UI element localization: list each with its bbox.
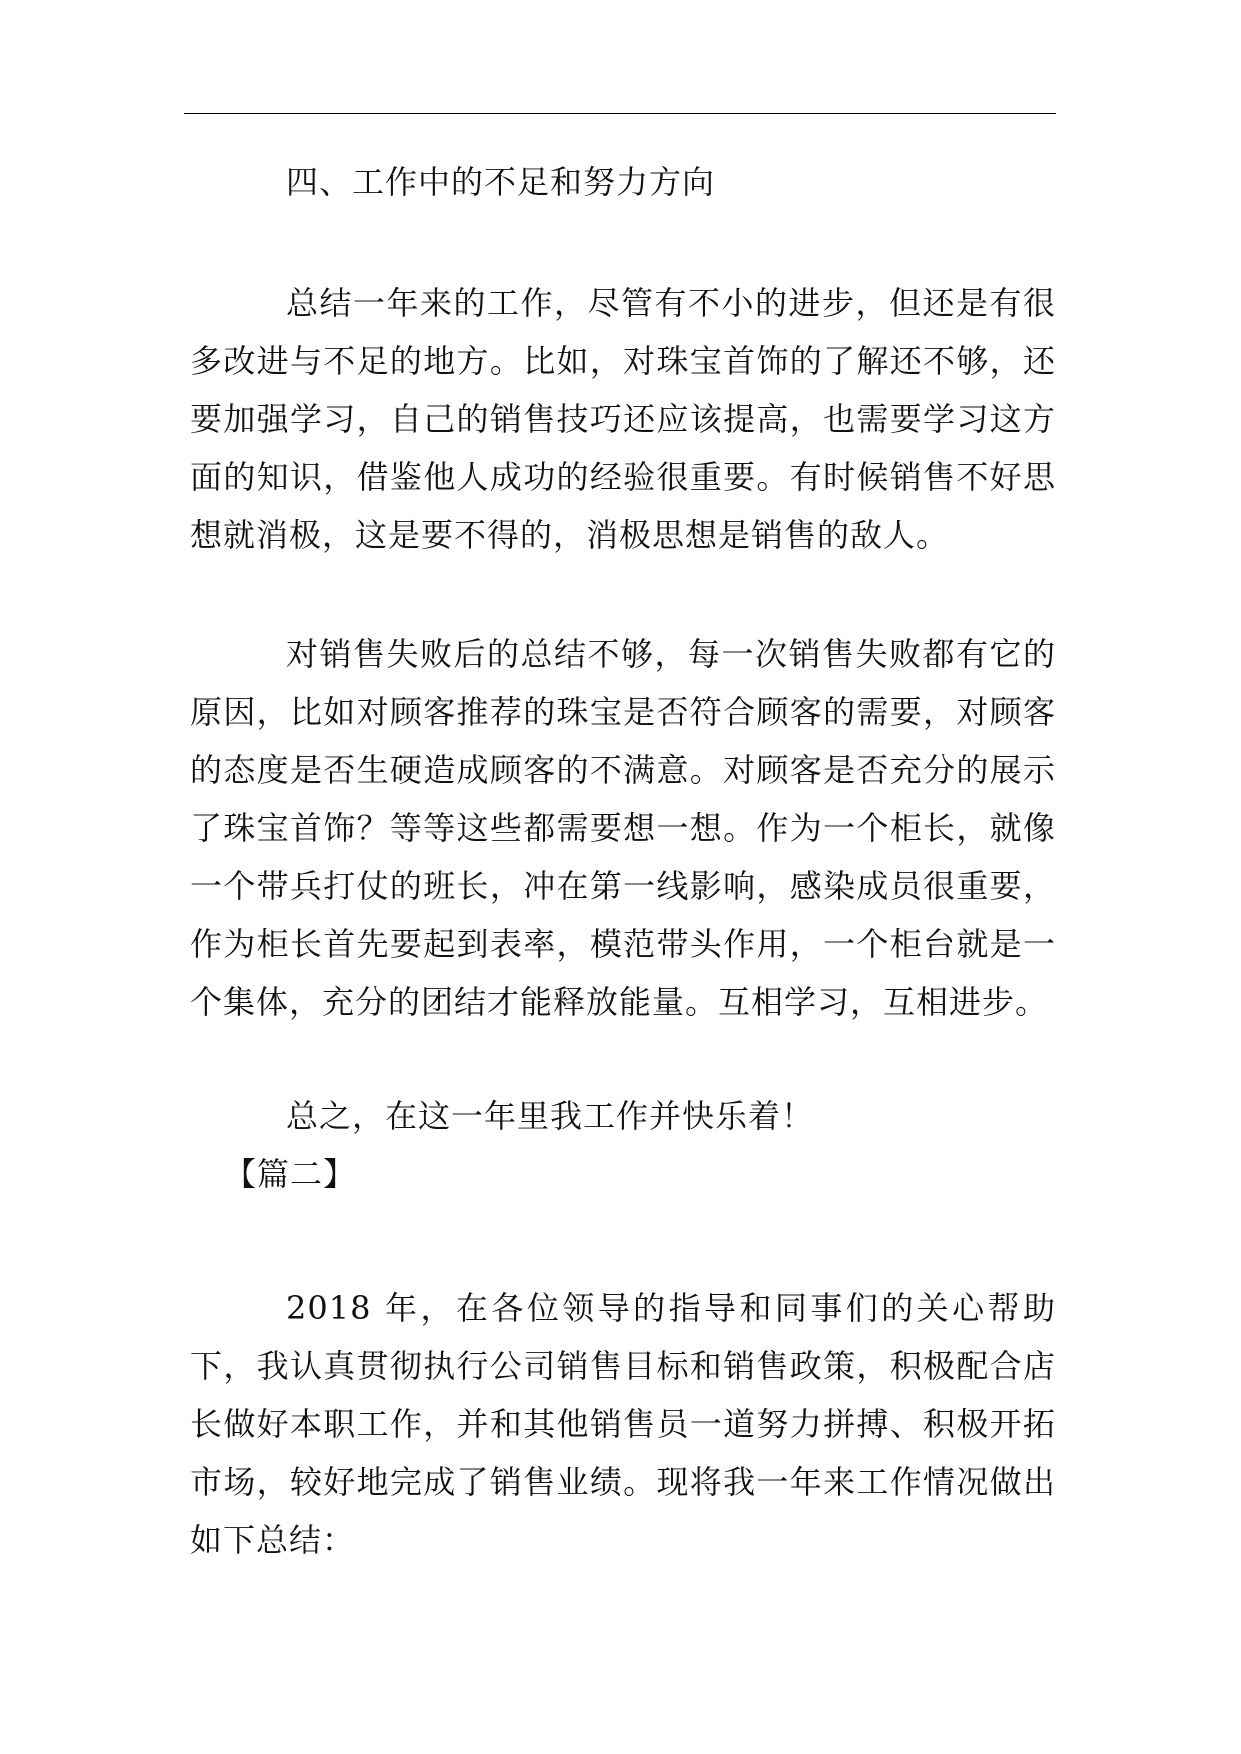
- paragraph-shortcomings: 总结一年来的工作，尽管有不小的进步，但还是有很多改进与不足的地方。比如，对珠宝首饰的了解还不够，还要加强学习，自己的销售技巧还应该提高，也需要学习这方面的知识，借鉴他人成功的经验很重要。有时候销售不好思想就消极，这是要不得的，消极思想是销售的敌人。: [190, 284, 1056, 554]
- section-heading: 四、工作中的不足和努力方向: [286, 163, 716, 201]
- header-rule: [184, 113, 1056, 114]
- paragraph-sales-failure: 对销售失败后的总结不够，每一次销售失败都有它的原因，比如对顾客推荐的珠宝是否符合顾客的需要，对顾客的态度是否生硬造成顾客的不满意。对顾客是否充分的展示了珠宝首饰？等等这些都需要想一想。作为一个柜长，就像一个带兵打仗的班长，冲在第一线影响，感染成员很重要，作为柜长首先要起到表率，模范带头作用，一个柜台就是一个集体，充分的团结才能释放能量。互相学习，互相进步。: [190, 635, 1056, 1021]
- paragraph-2018-summary: 2018 年，在各位领导的指导和同事们的关心帮助下，我认真贯彻执行公司销售目标和销售政策，积极配合店长做好本职工作，并和其他销售员一道努力拼搏、积极开拓市场，较好地完成了销售业绩。现将我一年来工作情况做出如下总结：: [190, 1289, 1056, 1559]
- section-label: 【篇二】: [224, 1155, 357, 1193]
- closing-sentence: 总之，在这一年里我工作并快乐着！: [286, 1097, 815, 1135]
